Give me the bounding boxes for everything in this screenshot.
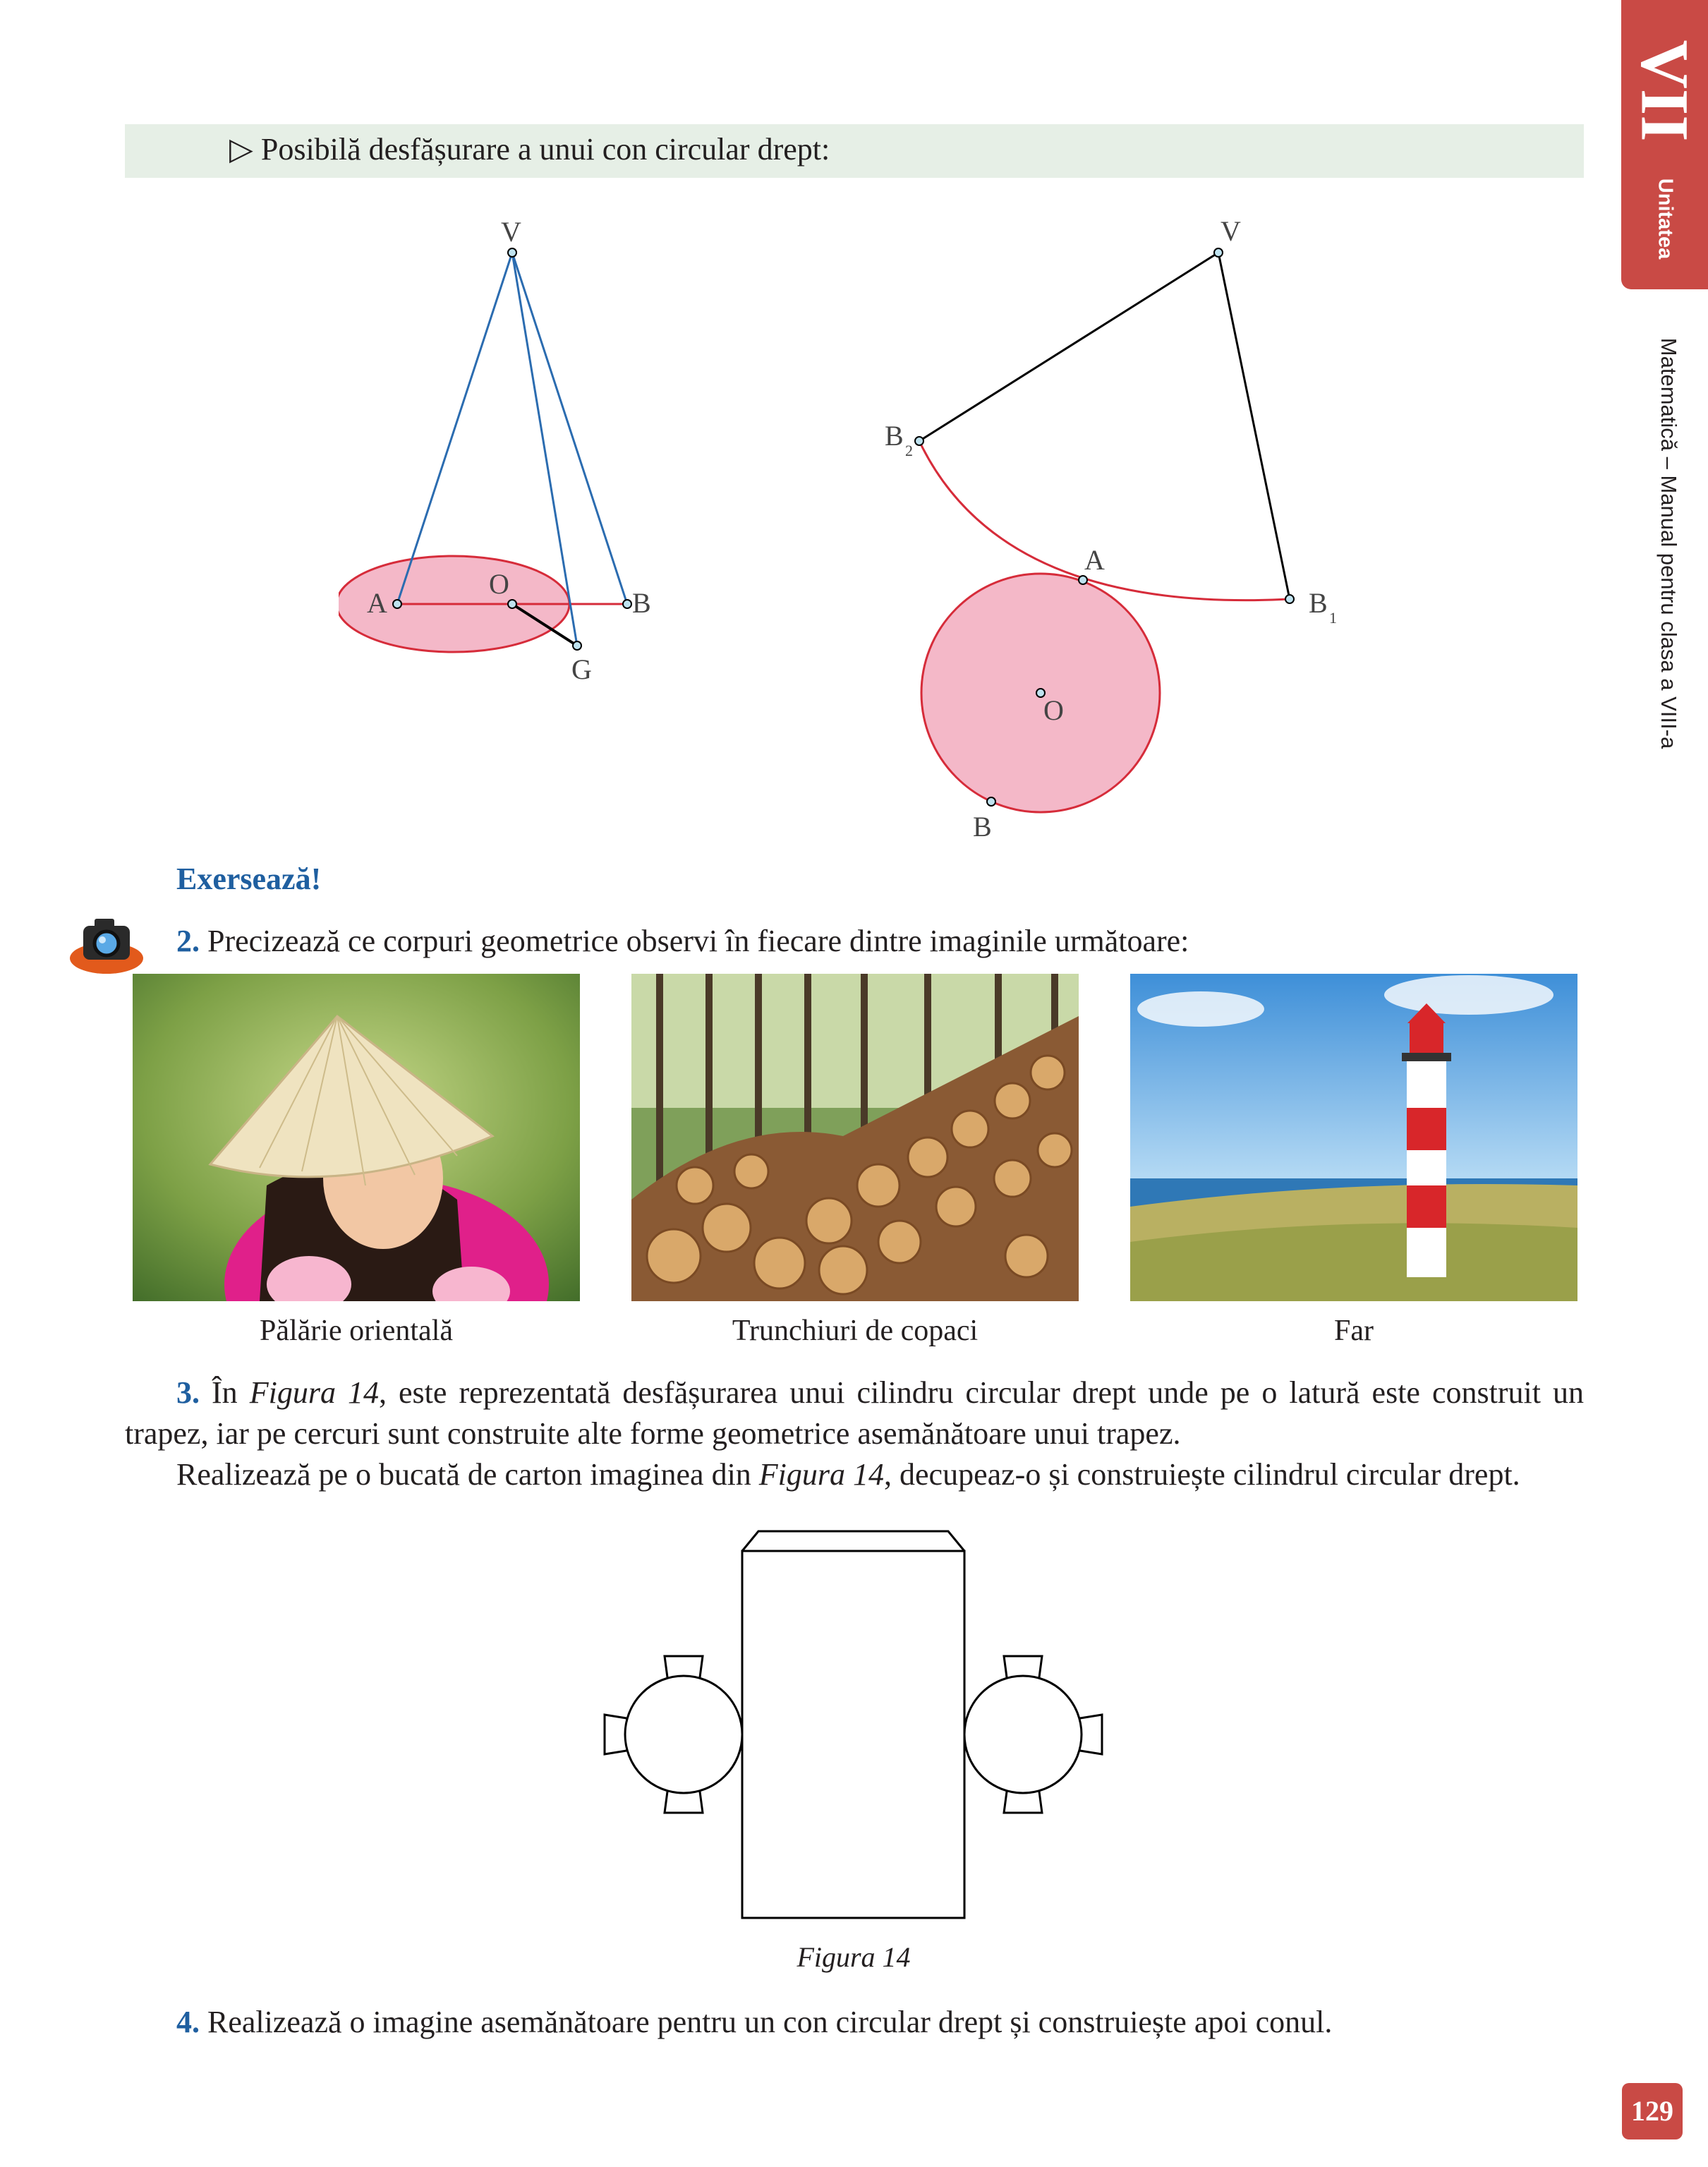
- photo-tree-logs: [631, 974, 1079, 1301]
- camera-icon: [68, 910, 145, 977]
- net-arc: [919, 441, 1290, 600]
- exercise-3-paragraph-1: [125, 1372, 1584, 1454]
- figure-14-cylinder-net: [593, 1517, 1122, 1940]
- side-title: Matematică – Manual pentru clasa a VIII-a: [1656, 337, 1681, 749]
- net-label-b1: B: [1309, 587, 1328, 619]
- cone-label-v: V: [501, 216, 521, 248]
- cone-generatrix-left: [397, 253, 512, 604]
- right-tab-top: [1004, 1656, 1042, 1677]
- exercise-4-number: 4.: [176, 2005, 200, 2039]
- exercise-3-paragraph-2: [125, 1454, 1584, 1495]
- exercise-3-text-pre: În: [212, 1375, 250, 1410]
- net-label-a: A: [1084, 544, 1105, 576]
- exercise-3-text-post: , este reprezentată desfășurarea unui cilindru circular drept unde pe o latură este construit un trapez, iar pe cercuri sunt construite alte forme geometrice asemănătoare unui trapez.: [125, 1375, 1585, 1451]
- cone-net-diagram: [875, 205, 1369, 854]
- exercise-heading: Exersează!: [176, 862, 322, 896]
- left-tab-left: [605, 1715, 626, 1754]
- caption-hat: Pălărie orientală: [259, 1315, 454, 1347]
- right-tab-bottom: [1004, 1792, 1042, 1813]
- exercise-4-text: Realizează o imagine asemănătoare pentru un con circular drept și construiește apoi conul.: [207, 2005, 1333, 2039]
- right-base-circle: [964, 1676, 1082, 1793]
- cone-label-o: O: [489, 568, 509, 600]
- left-tab-top: [665, 1656, 703, 1677]
- caption-lighthouse: Far: [1334, 1315, 1374, 1347]
- banner-title: Posibilă desfășurare a unui con circular drept:: [260, 132, 830, 167]
- figure-14-caption: Figura 14: [797, 1941, 911, 1973]
- exercise-3-instr-pre: Realizează pe o bucată de carton imaginea din: [176, 1457, 759, 1492]
- photo-lighthouse: [1130, 974, 1577, 1301]
- net-side-b1: [1218, 253, 1290, 599]
- exercise-3-instr-fig: Figura 14: [758, 1457, 885, 1492]
- exercise-3-instr-post: , decupeaz-o și construiește cilindrul circular drept.: [884, 1457, 1520, 1492]
- cone-label-a: A: [367, 587, 387, 619]
- page-number: 129: [1622, 2083, 1683, 2139]
- exercise-3-fig-ref: Figura 14: [249, 1375, 379, 1410]
- left-base-circle: [625, 1676, 742, 1793]
- exercise-3-number: 3.: [176, 1375, 200, 1410]
- cone-generatrix-right: [512, 253, 627, 604]
- cone-diagram: [339, 212, 691, 706]
- exercise-2-number: 2.: [176, 924, 200, 958]
- caption-logs: Trunchiuri de copaci: [732, 1315, 979, 1347]
- net-label-b: B: [973, 811, 992, 843]
- photo-conical-hat: [133, 974, 580, 1301]
- net-label-v: V: [1221, 215, 1241, 247]
- right-tab-right: [1080, 1715, 1102, 1754]
- unit-label: Unitatea: [1654, 178, 1677, 260]
- triangle-marker-icon: ▷: [229, 132, 253, 167]
- side-title-wrap: [1654, 318, 1683, 769]
- cone-label-b: B: [632, 587, 651, 619]
- exercise-2: [176, 921, 1189, 962]
- left-tab-bottom: [665, 1792, 703, 1813]
- top-trapezoid: [742, 1531, 964, 1551]
- net-side-b2: [919, 253, 1218, 441]
- net-label-b2-sub: 2: [905, 442, 913, 459]
- lateral-rectangle: [742, 1551, 964, 1918]
- cone-label-g: G: [571, 653, 592, 685]
- unit-label-wrap: [1651, 162, 1679, 275]
- net-label-o: O: [1043, 694, 1064, 726]
- net-label-b2: B: [885, 420, 904, 452]
- net-label-b1-sub: 1: [1329, 609, 1337, 627]
- unit-roman-numeral: VII: [1627, 40, 1703, 142]
- exercise-4: [176, 2002, 1332, 2043]
- banner-text: [229, 131, 830, 168]
- unit-tab: [1621, 0, 1708, 289]
- exercise-2-text: Precizează ce corpuri geometrice observi în fiecare dintre imaginile următoare:: [207, 924, 1189, 958]
